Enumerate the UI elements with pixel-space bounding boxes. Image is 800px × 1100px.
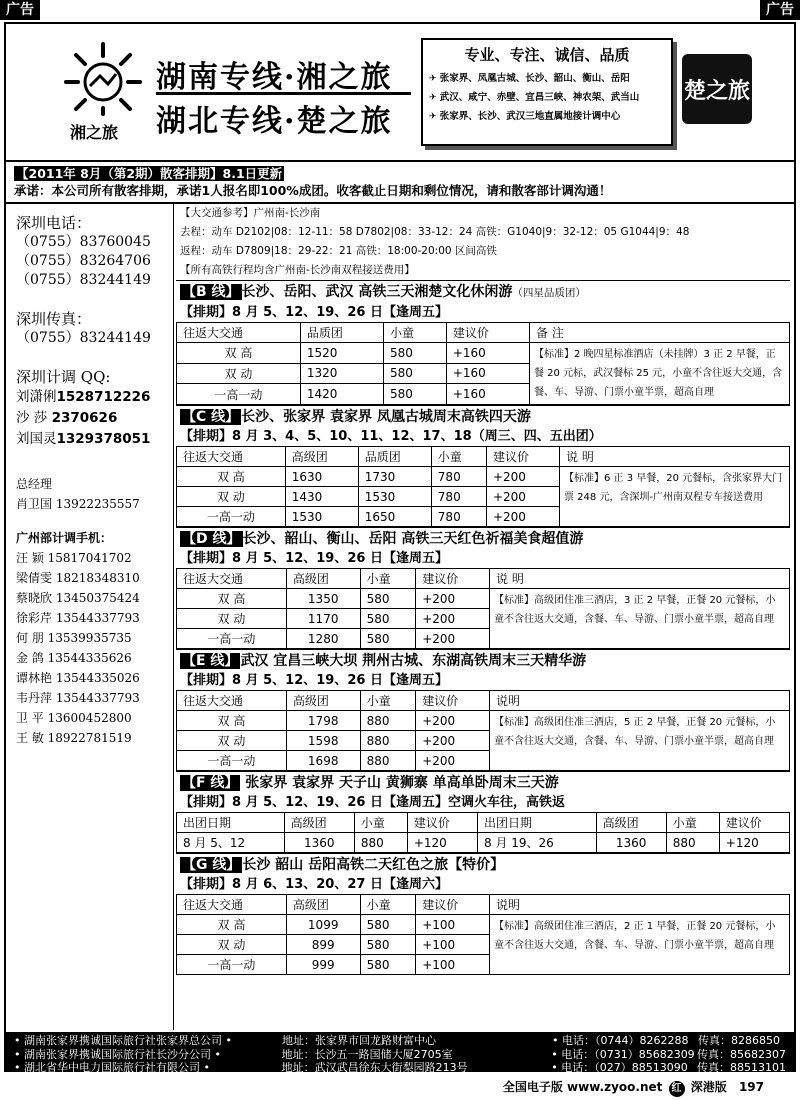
table-cell: 一高一动 [177,629,287,649]
table-cell: 双 动 [177,487,286,507]
table-header: 建议价 [486,447,559,467]
slogan-line: ✈ 张家界、长沙、武汉三地直属地接计调中心 [429,108,665,122]
table-cell: 双 高 [177,467,286,487]
gz-label: 广州部计调手机： [16,531,113,545]
table-cell: 1798 [286,711,360,731]
qq-label: 深圳计调 QQ: [16,368,111,386]
table-header: 备 注 [530,323,790,343]
table-cell: 880 [666,833,719,853]
table-cell: 双 高 [177,589,287,609]
table-cell: 580 [360,915,416,935]
table-cell: 580 [360,935,416,955]
table-header: 说 明 [490,569,790,589]
table-cell: 双 动 [177,731,287,751]
company-name: • 湖北省华中电力国际旅行社有限公司 • [14,1061,210,1074]
table-cell: 1099 [286,915,360,935]
table-cell: 一高一动 [177,384,301,405]
table-cell: 1360 [596,833,666,853]
gz-contact: 徐彩芹 13544337793 [16,611,140,625]
logo-caption: 湘之旅 [70,123,119,142]
table-cell: 双 动 [177,935,287,955]
table-cell: 580 [384,363,447,384]
table-cell: 1630 [285,467,358,487]
table-cell: +200 [416,629,490,649]
chuzhilv-logo [682,54,752,124]
schedule-notice [6,160,794,204]
table-cell: 一高一动 [177,507,286,527]
page-number: 197 [738,1080,764,1094]
line-c-schedule: 【排期】8 月 3、4、5、10、11、12、17、18（周三、四、五出团） [180,429,602,444]
table-cell: 1280 [286,629,360,649]
qq-contact [16,429,163,450]
table-cell: 999 [286,955,360,975]
line-name: 长沙 韶山 岳阳高铁二天红色之旅【特价】 [242,857,505,873]
gz-contact: 谭林艳 13544335026 [16,671,140,685]
table-cell: 1360 [284,833,354,853]
header [6,24,794,152]
line-note: 【标准】6 正 3 早餐，20 元餐标，含张家界大门票 248 元，含深圳-广州南双程专车接送费用 [560,467,790,527]
line-e-table [176,690,790,771]
table-header: 出团日期 [478,813,597,833]
table-cell: +160 [446,384,529,405]
line-g-table [176,894,790,975]
table-cell: 1520 [300,343,383,364]
table-cell: 880 [360,711,416,731]
line-e-title [176,649,790,671]
table-header: 高级团 [284,813,354,833]
sz-tel: （0755）83244149 [16,272,151,288]
traffic-title: 【大交通参考】广州南-长沙南 [180,207,321,219]
line-note: 【标准】高级团住准三酒店，3 正 2 早餐，正餐 20 元餐标，小童不含往返大交通，含餐、车、导游、门票小童半票，超高自理 [490,589,790,649]
table-header: 小童 [354,813,407,833]
table-cell: +200 [416,589,490,609]
gm-contact: 肖卫国 13922235557 [16,497,140,511]
table-cell: +120 [407,833,477,853]
gz-contact: 卫 平 13600452800 [16,711,132,725]
gz-contact: 何 朋 13539935735 [16,631,132,645]
table-cell: 1350 [286,589,360,609]
line-f-title [176,771,790,793]
line-d-schedule: 【排期】8 月 5、12、19、26 日【逢周五】 [180,551,448,566]
table-header: 小童 [666,813,719,833]
chuzhilv-logo-text: 楚之旅 [683,78,750,104]
qq-name: 刘潇俐 [16,389,57,405]
table-cell: +200 [416,711,490,731]
line-note: 【标准】2 晚四星标准酒店（未挂牌）3 正 2 早餐，正餐 20 元标，武汉餐标 25 元，小童不含往返大交通，含餐、车、导游、门票小童半票，超高自理 [530,343,790,405]
company-fax: 传真：85682307 [697,1047,786,1061]
line-f-schedule: 【排期】8 月 5、12、19、26 日【逢周五】空调火车往，高铁返 [180,795,565,810]
line-tag: 【G 线】 [182,857,241,873]
table-cell: 580 [360,955,416,975]
table-header: 建议价 [446,323,529,343]
table-cell: 880 [360,751,416,771]
table-cell: 580 [384,384,447,405]
table-header: 建议价 [416,691,490,711]
table-cell: 880 [354,833,407,853]
table-cell: 双 高 [177,711,287,731]
line-note: 【标准】高级团住准三酒店，5 正 2 早餐，正餐 20 元餐标，小童不含往返大交通，含餐、车、导游、门票小童半票，超高自理 [490,711,790,771]
sz-fax-label: 深圳传真： [16,310,92,328]
line-d-table [176,568,790,649]
footer-row [14,1048,786,1062]
company-address: 地址：长沙五一路国储大厦2705室 [281,1047,453,1061]
table-header: 小童 [384,323,447,343]
line-c-title [176,405,790,427]
table-cell: 1170 [286,609,360,629]
table-cell: +200 [486,487,559,507]
tour-listings [176,204,790,975]
company-address: 地址：武汉武昌徐东大街梨园路213号 [281,1061,468,1074]
line-tag: 【E 线】 [182,653,239,669]
qq-name: 刘国灵 [16,431,57,447]
sun-logo-icon [58,42,148,142]
line-subtitle: （四星品质团） [512,287,586,299]
table-cell: 780 [431,507,486,527]
line-b-schedule: 【排期】8 月 5、12、19、26 日【逢周五】 [180,305,448,320]
table-cell: 880 [360,731,416,751]
gz-contact: 王 敏 18922781519 [16,731,132,745]
table-header: 说明 [490,691,790,711]
table-header: 说 明 [560,447,790,467]
line-tag: 【C 线】 [182,409,240,425]
table-cell: 899 [286,935,360,955]
company-footer [6,1032,794,1072]
company-tel: • 电话：（0731）85682309 [551,1047,695,1061]
table-cell: 双 高 [177,915,287,935]
table-header: 高级团 [286,895,360,915]
slogan-line: ✈ 张家界、凤凰古城、长沙、韶山、衡山、岳阳 [429,70,665,84]
table-header: 往返大交通 [177,447,286,467]
table-cell: +100 [416,915,490,935]
company-tel: • 电话：（0744）8262288 [552,1034,689,1047]
footer-row [14,1061,786,1075]
table-header: 小童 [360,691,416,711]
table-header: 建议价 [416,569,490,589]
traffic-return: 返程：动车 D7809|18：29-22：21 高铁：18:00-20:00 区间高铁 [180,245,497,257]
table-header: 往返大交通 [177,569,287,589]
traffic-info [176,204,790,280]
line-b-title [176,280,790,303]
table-cell: 1530 [285,507,358,527]
company-fax: 传真：8286850 [698,1034,780,1047]
line-c-table [176,446,790,527]
table-header: 小童 [360,895,416,915]
brand-hubei: 湖北专线·楚之旅 [156,104,393,139]
table-cell: 1320 [300,363,383,384]
sz-fax: （0755）83244149 [16,330,151,346]
table-cell: 双 动 [177,609,287,629]
promise-text: 承诺：本公司所有散客排期，承诺1人报名即100%成团。收客截止日期和剩位情况，请和散客部计调沟通！ [14,183,612,198]
company-fax: 传真：88513101 [697,1061,786,1074]
gz-contact: 韦丹萍 13544337793 [16,691,140,705]
company-address: 地址：张家界市回龙路财富中心 [282,1034,436,1047]
traffic-outbound: 去程：动车 D2102|08：12-11：58 D7802|08：33-12：24 高铁：G1040|9：32-12：05 G1044|9：48 [180,226,690,238]
table-cell: +200 [416,609,490,629]
gz-contact: 金 鸽 13544335626 [16,651,132,665]
gz-contact: 蔡晓欣 13450375424 [16,591,140,605]
line-name: 武汉 宜昌三峡大坝 荆州古城、东湖高铁周末三天精华游 [240,653,587,669]
issue-title: 【2011年 8月（第2期）散客排期】8.1日更新 [16,166,283,181]
qq-number: 1329378051 [56,431,151,447]
line-name: 长沙、张家界 袁家界 凤凰古城周末高铁四天游 [241,409,531,425]
line-e-schedule: 【排期】8 月 5、12、19、26 日【逢周五】 [180,673,448,688]
qq-contact [16,408,163,429]
table-header: 品质团 [300,323,383,343]
table-cell: +100 [416,955,490,975]
table-header: 高级团 [285,447,358,467]
table-cell: +200 [416,751,490,771]
qq-contact [16,387,163,408]
red-badge-icon: 红 [669,1081,685,1097]
table-cell: +100 [416,935,490,955]
line-note: 【标准】高级团住准三酒店，2 正 1 早餐，正餐 20 元餐标，小童不含往返大交通，含餐、车、导游、门票小童半票，超高自理 [490,915,790,975]
slogan-box [421,38,673,146]
gm-label: 总经理 [16,477,53,491]
table-cell: +200 [416,731,490,751]
line-tag: 【B 线】 [182,284,240,300]
table-header: 建议价 [407,813,477,833]
line-name: 张家界 袁家界 天子山 黄狮寨 单高单卧周末三天游 [240,775,559,791]
table-header: 品质团 [358,447,431,467]
table-cell: 一高一动 [177,751,287,771]
table-cell: +160 [446,363,529,384]
table-cell: 1730 [358,467,431,487]
contact-sidebar [6,202,174,1030]
qq-number: 2370626 [51,410,118,426]
table-header: 高级团 [596,813,666,833]
table-header: 高级团 [286,691,360,711]
table-cell: 580 [360,609,416,629]
table-cell: 8 月 19、26 [478,833,597,853]
table-cell: +120 [719,833,789,853]
gz-contact: 梁倩雯 18218348310 [16,571,140,585]
table-cell: 1698 [286,751,360,771]
table-cell: +200 [486,467,559,487]
table-cell: +160 [446,343,529,364]
table-header: 小童 [431,447,486,467]
table-cell: 580 [360,589,416,609]
ad-corner-label-left: 广告 [0,0,40,20]
line-f-table [176,812,790,853]
line-b-table [176,322,790,405]
table-cell: 580 [384,343,447,364]
line-g-title [176,853,790,875]
table-header: 说明 [490,895,790,915]
qq-number: 1528712226 [56,389,151,405]
table-cell: 780 [431,487,486,507]
sz-tel: （0755）83760045 [16,234,151,250]
table-cell: 1598 [286,731,360,751]
table-header: 往返大交通 [177,323,301,343]
table-cell: 8 月 5、12 [177,833,285,853]
table-cell: 780 [431,467,486,487]
line-g-schedule: 【排期】8 月 6、13、20、27 日【逢周六】 [180,877,448,892]
sz-tel: （0755）83264706 [16,253,151,269]
table-cell: 双 高 [177,343,301,364]
qq-name: 沙 莎 [16,410,48,426]
table-header: 出团日期 [177,813,285,833]
table-header: 建议价 [719,813,789,833]
footer-row [14,1034,786,1048]
edition-label: 深港版 [690,1080,727,1094]
line-tag: 【D 线】 [182,531,241,547]
line-tag: 【F 线】 [182,775,239,791]
line-name: 长沙、韶山、衡山、岳阳 高铁三天红色祈福美食超值游 [242,531,584,547]
table-cell: 1420 [300,384,383,405]
table-header: 小童 [360,569,416,589]
slogan-title: 专业、专注、诚信、品质 [464,46,630,64]
page-footer [6,1078,794,1097]
line-d-title [176,527,790,549]
site-url[interactable]: 全国电子版 www.zyoo.net [502,1080,663,1094]
slogan-line: ✈ 武汉、咸宁、赤壁、宜昌三峡、神农架、武当山 [429,89,665,103]
table-header: 往返大交通 [177,895,287,915]
sz-tel-label: 深圳电话： [16,214,92,232]
table-cell: 1430 [285,487,358,507]
company-name: • 湖南张家界携诚国际旅行社长沙分公司 • [14,1047,221,1061]
gz-contact: 汪 颖 15817041702 [16,551,132,565]
ad-corner-label-right: 广告 [760,0,800,20]
traffic-note: 【所有高铁行程均含广州南-长沙南双程接送费用】 [180,264,415,276]
line-name: 长沙、岳阳、武汉 高铁三天湘楚文化休闲游 [241,284,513,300]
brand-divider [156,92,411,95]
table-cell: 1530 [358,487,431,507]
table-header: 高级团 [286,569,360,589]
brand-hunan: 湖南专线·湘之旅 [156,60,393,95]
table-cell: 一高一动 [177,955,287,975]
table-header: 往返大交通 [177,691,287,711]
company-name: • 湖南张家界携诚国际旅行社张家界总公司 • [14,1034,232,1047]
table-header: 建议价 [416,895,490,915]
company-tel: • 电话：（027）88513090 [551,1061,688,1074]
table-cell: 1650 [358,507,431,527]
table-cell: +200 [486,507,559,527]
table-cell: 双 动 [177,363,301,384]
table-cell: 580 [360,629,416,649]
